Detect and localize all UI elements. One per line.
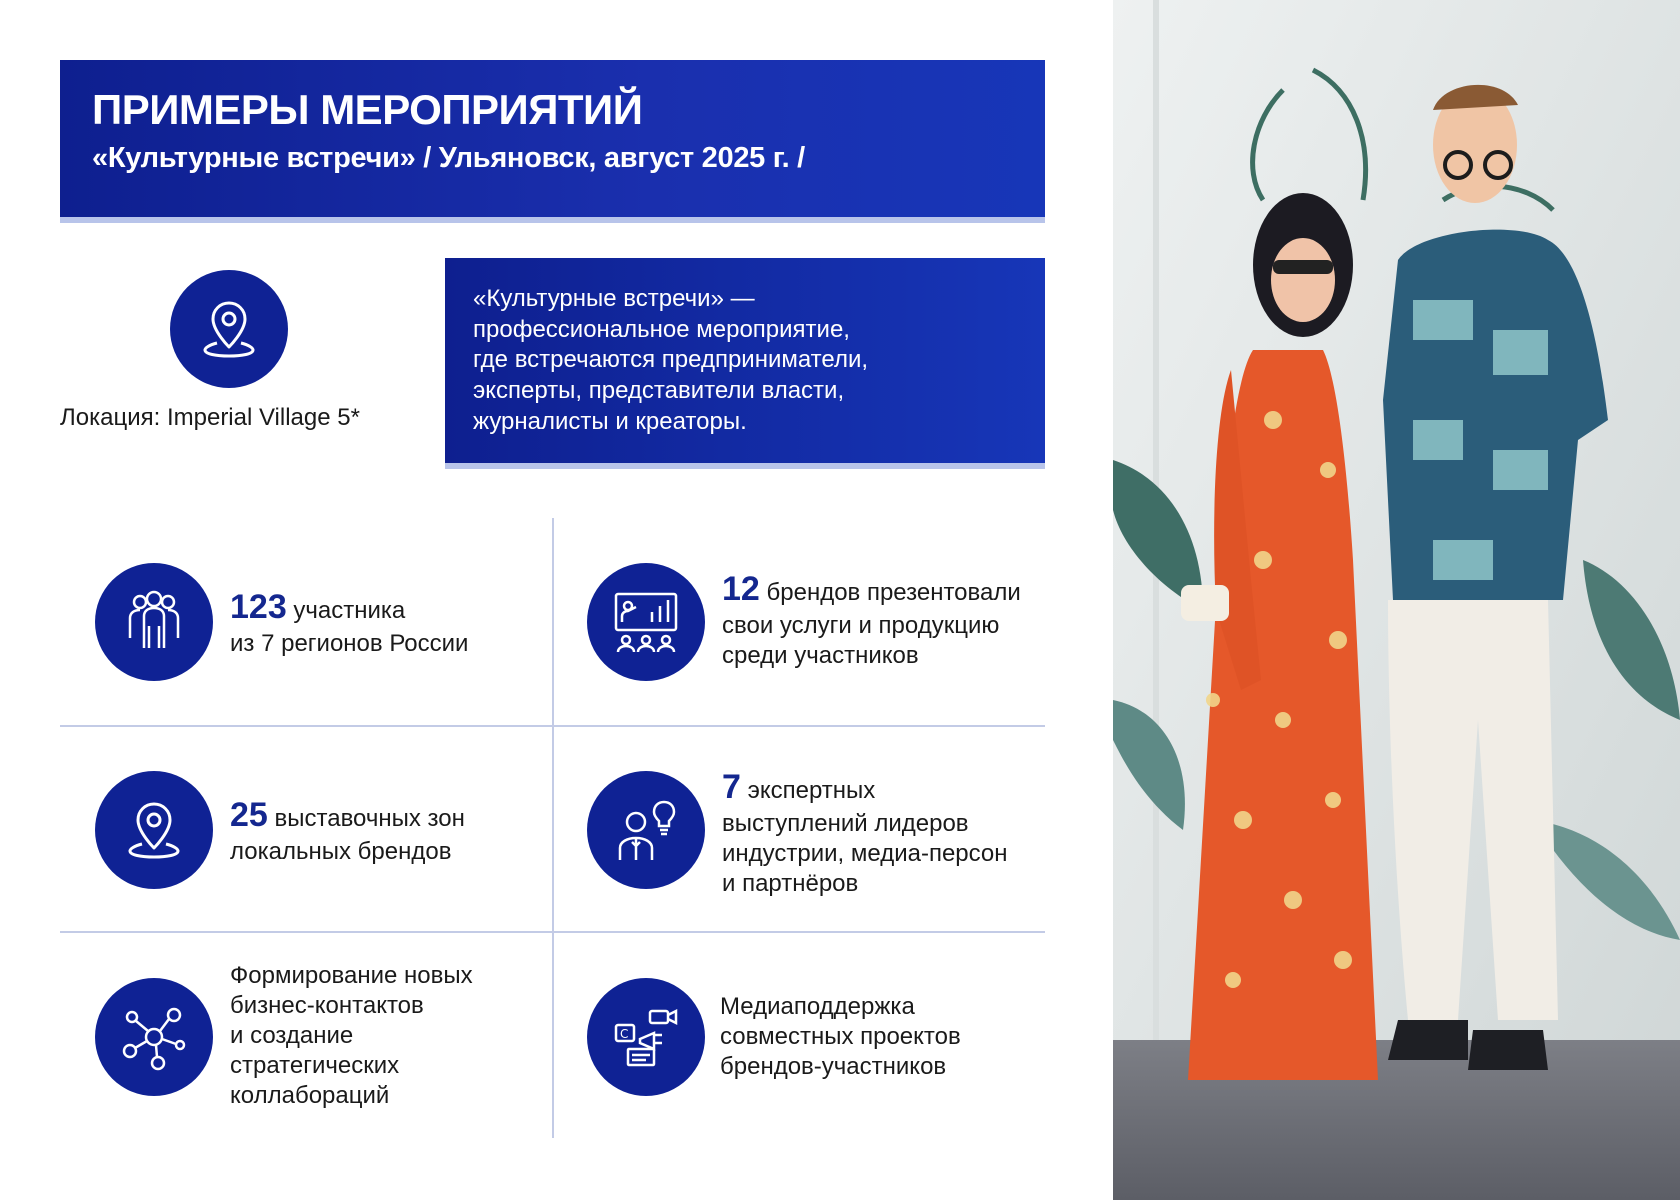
map-pin-icon <box>122 798 186 862</box>
fact-text: брендов презентовали <box>759 579 1021 606</box>
fact-icon-circle <box>587 978 705 1096</box>
fact-number: 25 <box>230 796 268 834</box>
fact-item <box>230 586 560 659</box>
fact-item <box>722 568 1062 671</box>
fact-text: Медиаподдержка совместных проектов брендов-участников <box>720 993 961 1080</box>
presentation-icon <box>610 586 682 658</box>
fact-item <box>230 794 560 867</box>
location-icon-circle <box>170 270 288 388</box>
fact-icon-circle <box>587 771 705 889</box>
fact-text: выступлений лидеров индустрии, медиа-персон и партнёров <box>722 809 1008 897</box>
fact-number: 12 <box>722 570 760 608</box>
fact-icon-circle <box>95 978 213 1096</box>
fact-icon-circle <box>95 771 213 889</box>
location-label: Локация: Imperial Village 5* <box>60 404 360 431</box>
people-group-icon <box>118 586 190 658</box>
fact-icon-circle <box>587 563 705 681</box>
fact-text: из 7 регионов России <box>230 629 469 657</box>
event-photo <box>1113 0 1680 1200</box>
grid-divider-horizontal <box>60 931 1045 933</box>
grid-divider-horizontal <box>60 725 1045 727</box>
map-pin-icon <box>197 297 261 361</box>
fact-text: Формирование новых бизнес-контактов и создание стратегических коллабораций <box>230 962 473 1109</box>
header-banner <box>60 60 1045 223</box>
fact-text: участника <box>286 597 406 624</box>
page-title: ПРИМЕРЫ МЕРОПРИЯТИЙ <box>92 86 643 133</box>
fact-item <box>722 766 1062 899</box>
fact-number: 123 <box>230 588 287 626</box>
page-subtitle: «Культурные встречи» / Ульяновск, август 2025 г. / <box>92 142 805 175</box>
fact-text: экспертных <box>740 777 876 804</box>
fact-number: 7 <box>722 768 741 806</box>
fact-text: свои услуги и продукцию среди участников <box>722 611 1000 669</box>
fact-text: выставочных зон <box>267 805 465 832</box>
event-description-box <box>445 258 1045 469</box>
network-icon <box>118 1001 190 1073</box>
svg-text:C: C <box>620 1027 629 1041</box>
event-photo-couple <box>1113 0 1680 1200</box>
media-icon <box>610 1001 682 1073</box>
fact-icon-circle <box>95 563 213 681</box>
event-description: «Культурные встречи» — профессиональное мероприятие, где встречаются предприниматели, эксперты, представители власти, журналисты и креаторы. <box>473 285 869 435</box>
speaker-idea-icon <box>610 794 682 866</box>
fact-text: локальных брендов <box>230 837 452 865</box>
